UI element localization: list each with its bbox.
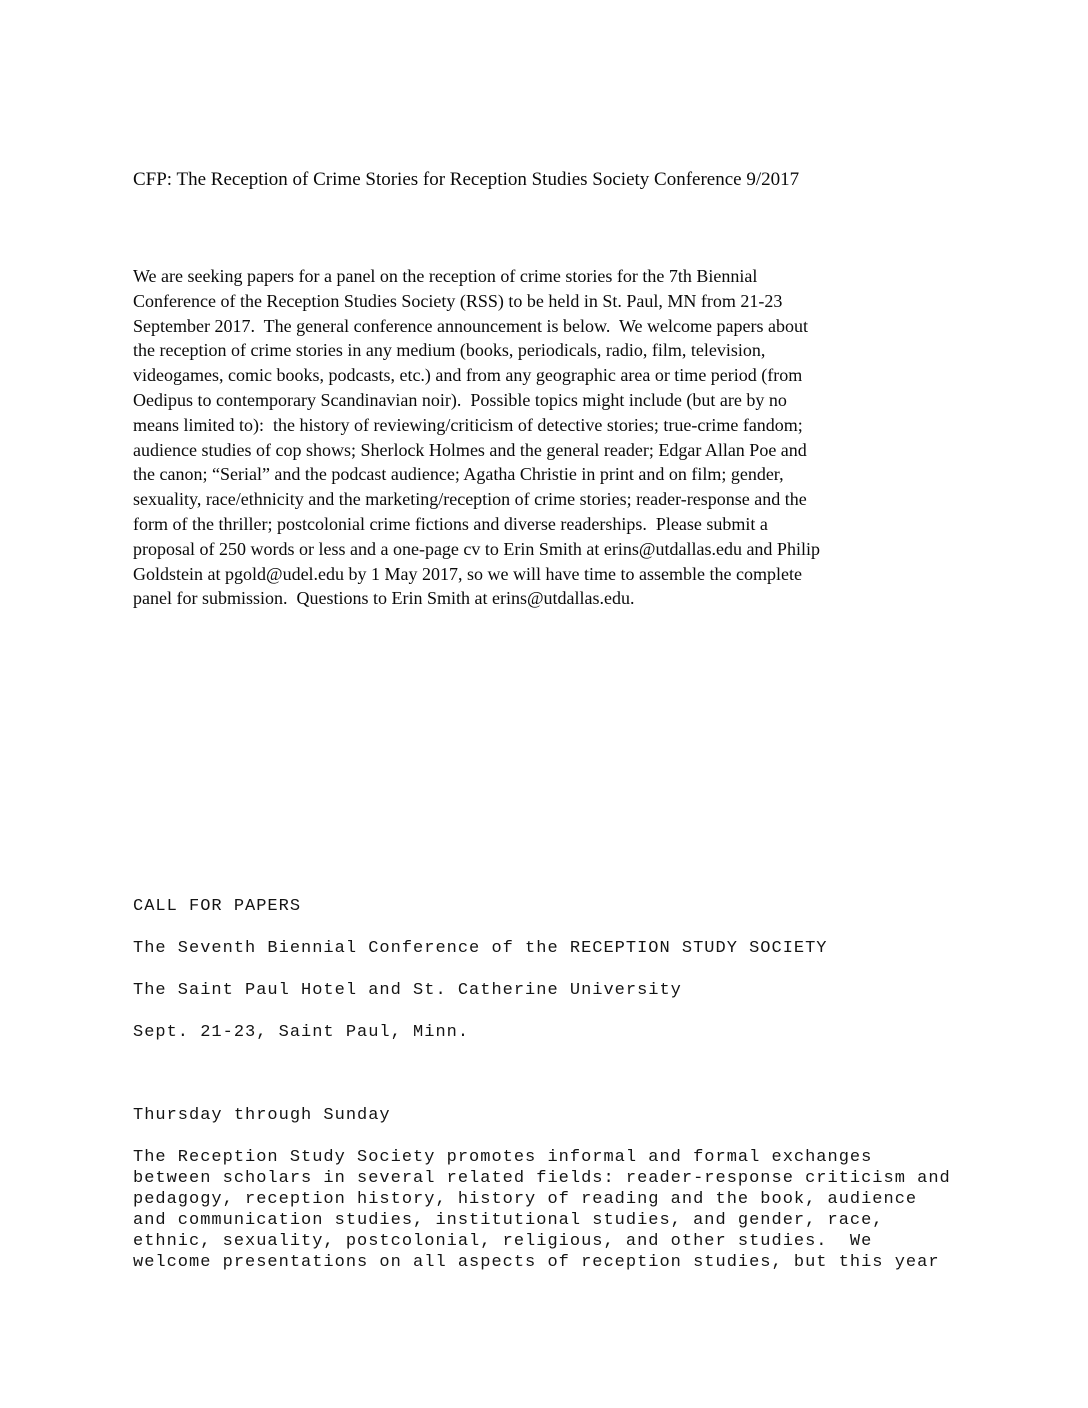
intro-paragraph: [133, 264, 820, 611]
intro-line: form of the thriller; postcolonial crime fictions and diverse readerships. Please submit a: [133, 513, 768, 534]
cfp-body-line: and communication studies, institutional studies, and gender, race,: [133, 1211, 884, 1230]
intro-line: September 2017. The general conference announcement is below. We welcome papers about: [133, 315, 808, 336]
cfp-body-line: pedagogy, reception history, history of reading and the book, audience: [133, 1190, 918, 1209]
cfp-body-line: between scholars in several related fields: reader-response criticism and: [133, 1169, 951, 1188]
intro-line: the reception of crime stories in any medium (books, periodicals, radio, film, television,: [133, 340, 766, 361]
intro-line: means limited to): the history of reviewing/criticism of detective stories; true-crime fandom;: [133, 414, 803, 435]
cfp-announcement: [133, 896, 951, 1273]
intro-line: videogames, comic books, podcasts, etc.) and from any geographic area or time period (from: [133, 365, 803, 386]
intro-line: sexuality, race/ethnicity and the marketing/reception of crime stories; reader-response and the: [133, 489, 807, 510]
intro-line: Conference of the Reception Studies Society (RSS) to be held in St. Paul, MN from 21-23: [133, 290, 783, 311]
cfp-body-line: The Reception Study Society promotes informal and formal exchanges: [133, 1148, 873, 1167]
cfp-body-paragraph: [133, 1147, 951, 1273]
intro-line: Goldstein at pgold@udel.edu by 1 May 2017, so we will have time to assemble the complete: [133, 563, 802, 584]
cfp-venue-line: The Saint Paul Hotel and St. Catherine University: [133, 981, 682, 1000]
cfp-days-line: Thursday through Sunday: [133, 1106, 391, 1125]
cfp-date-line: Sept. 21-23, Saint Paul, Minn.: [133, 1023, 470, 1042]
cfp-body-line: ethnic, sexuality, postcolonial, religious, and other studies. We: [133, 1232, 873, 1251]
document-title: CFP: The Reception of Crime Stories for Reception Studies Society Conference 9/2017: [133, 169, 800, 190]
intro-line: proposal of 250 words or less and a one-page cv to Erin Smith at erins@utdallas.edu and Philip: [133, 538, 820, 559]
intro-line: panel for submission. Questions to Erin Smith at erins@utdallas.edu.: [133, 588, 635, 609]
cfp-heading: CALL FOR PAPERS: [133, 897, 302, 916]
intro-line: Oedipus to contemporary Scandinavian noir). Possible topics might include (but are by no: [133, 389, 787, 410]
cfp-conference-line: The Seventh Biennial Conference of the RECEPTION STUDY SOCIETY: [133, 939, 828, 958]
intro-line: audience studies of cop shows; Sherlock Holmes and the general reader; Edgar Allan Poe and: [133, 439, 807, 460]
cfp-body-line: welcome presentations on all aspects of reception studies, but this year: [133, 1253, 940, 1272]
intro-line: We are seeking papers for a panel on the reception of crime stories for the 7th Biennial: [133, 266, 758, 286]
intro-line: the canon; “Serial” and the podcast audience; Agatha Christie in print and on film; gender,: [133, 464, 784, 485]
